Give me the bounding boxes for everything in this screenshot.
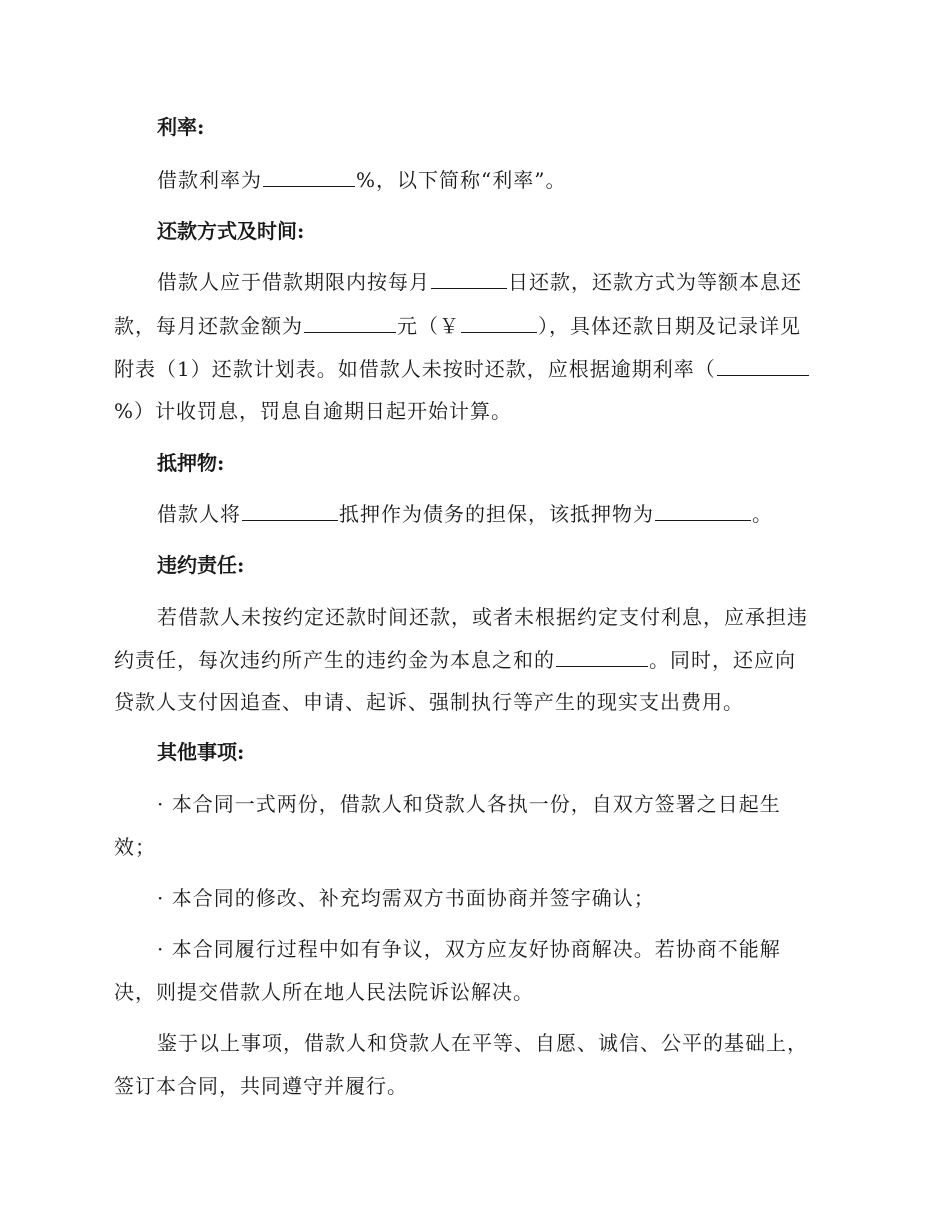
repay-text-1a: 借款人应于借款期限内按每月 [157, 270, 430, 294]
repay-text-2b: 元（￥ [397, 314, 460, 338]
overdue-rate-blank [717, 357, 809, 376]
rate-blank [263, 168, 355, 187]
closing-line-2: 签订本合同，共同遵守并履行。 [114, 1074, 408, 1098]
repay-line-2 [114, 312, 801, 340]
other-item-1-line-2: 效； [114, 835, 156, 859]
penalty-blank [556, 648, 648, 667]
repay-text-1b: 日还款，还款方式为等额本息还 [508, 270, 802, 294]
heading-collateral: 抵押物: [157, 451, 225, 475]
other-item-3-line-2: 决，则提交借款人所在地人民法院诉讼解决。 [114, 980, 534, 1004]
breach-line-1: 若借款人未按约定还款时间还款，或者未根据约定支付利息，应承担违 [157, 605, 808, 629]
repay-yuan-blank [461, 314, 537, 333]
repay-line-3 [114, 355, 810, 383]
other-item-1-line-1: · 本合同一式两份，借款人和贷款人各执一份，自双方签署之日起生 [157, 792, 781, 816]
rate-text-a: 借款利率为 [157, 168, 262, 192]
heading-breach: 违约责任: [157, 553, 245, 577]
collateral-text-c: 。 [752, 502, 773, 526]
collateral-text-a: 借款人将 [157, 502, 241, 526]
heading-rate: 利率: [157, 115, 205, 139]
breach-line-2 [114, 646, 796, 674]
repay-text-2c: ），具体还款日期及记录详见 [538, 314, 801, 338]
collateral-paragraph [157, 500, 773, 528]
repay-amount-blank [304, 314, 396, 333]
rate-text-b: %，以下简称“利率”。 [356, 168, 567, 192]
rate-paragraph [157, 166, 566, 194]
heading-repay: 还款方式及时间: [157, 219, 305, 243]
repay-line-4: %）计收罚息，罚息自逾期日起开始计算。 [114, 399, 513, 423]
heading-other: 其他事项: [157, 740, 245, 764]
closing-line-1: 鉴于以上事项，借款人和贷款人在平等、自愿、诚信、公平的基础上， [157, 1031, 808, 1055]
other-item-2: · 本合同的修改、补充均需双方书面协商并签字确认； [157, 886, 655, 910]
collateral-text-b: 抵押作为债务的担保，该抵押物为 [339, 502, 654, 526]
collateral-blank-2 [655, 502, 751, 521]
collateral-blank-1 [242, 502, 338, 521]
repay-text-2a: 款，每月还款金额为 [114, 314, 303, 338]
breach-text-2a: 约责任，每次违约所产生的违约金为本息之和的 [114, 648, 555, 672]
breach-text-2b: 。同时，还应向 [649, 648, 796, 672]
repay-line-1 [157, 268, 802, 296]
other-item-3-line-1: · 本合同履行过程中如有争议，双方应友好协商解决。若协商不能解 [157, 937, 781, 961]
repay-day-blank [431, 270, 507, 289]
repay-text-3a: 附表（1）还款计划表。如借款人未按时还款，应根据逾期利率（ [114, 357, 716, 381]
breach-line-3: 贷款人支付因追查、申请、起诉、强制执行等产生的现实支出费用。 [114, 690, 744, 714]
